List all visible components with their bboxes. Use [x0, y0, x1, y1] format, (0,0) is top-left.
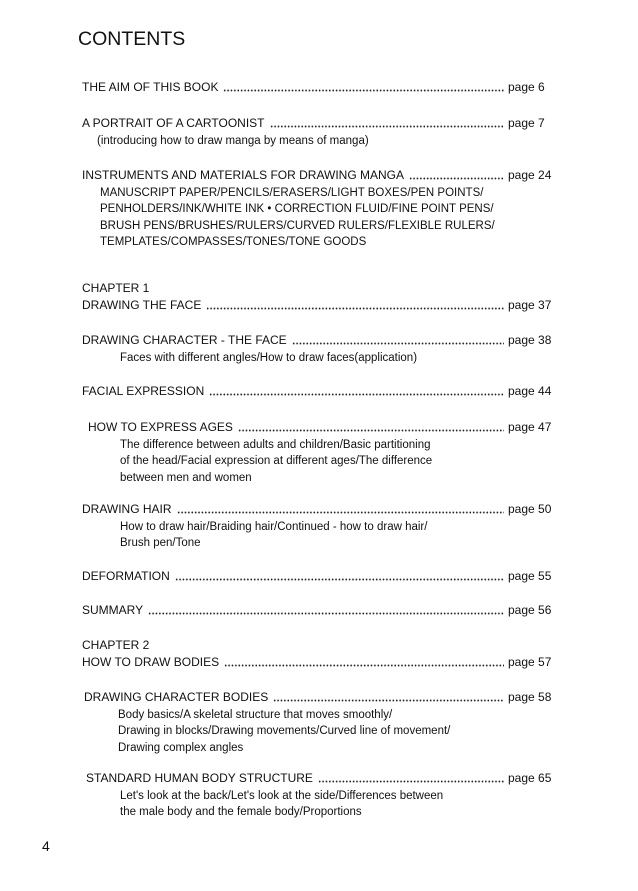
toc-entry-details — [86, 788, 560, 821]
toc-entry-details — [82, 133, 560, 149]
toc-entry-page: page 56 — [508, 603, 552, 617]
toc-entry-title: DRAWING HAIR — [82, 502, 172, 516]
toc-entry-detail: Body basics/A skeletal structure that moves smoothly/ — [118, 709, 393, 721]
toc-entry-detail: How to draw hair/Braiding hair/Continued - how to draw hair/ — [120, 521, 428, 533]
toc-entry-detail: PENHOLDERS/INK/WHITE INK • CORRECTION FLUID/FINE POINT PENS/ — [100, 203, 494, 216]
toc-entry — [82, 167, 560, 250]
toc-entry-page: page 6 — [508, 80, 545, 94]
toc-entry-detail: (introducing how to draw manga by means of manga) — [97, 135, 369, 147]
dot-leader — [175, 578, 504, 581]
toc-entry-page: page 44 — [508, 384, 552, 398]
page-number: 4 — [42, 838, 50, 854]
toc-entry-line — [82, 332, 560, 349]
toc-entry-line — [88, 419, 560, 436]
toc-entry-page: page 38 — [508, 333, 552, 347]
toc-entry-line — [82, 568, 560, 585]
toc-entry-detail: Drawing complex angles — [118, 741, 244, 754]
toc-entry-title: THE AIM OF THIS BOOK — [82, 80, 219, 94]
toc-entry-detail: the male body and the female body/Proportions — [120, 806, 362, 819]
toc-entry-detail: MANUSCRIPT PAPER/PENCILS/ERASERS/LIGHT BOXES/PEN POINTS/ — [100, 187, 484, 199]
toc-entry-line — [82, 167, 560, 184]
toc-entry — [82, 501, 560, 552]
toc-entry-title: A PORTRAIT OF A CARTOONIST — [82, 116, 265, 130]
dot-leader — [148, 612, 504, 615]
dot-leader — [273, 699, 504, 702]
toc-entry-title: SUMMARY — [82, 603, 144, 617]
toc-entry-title: DRAWING THE FACE — [82, 298, 202, 312]
dot-leader — [238, 429, 504, 432]
dot-leader — [409, 177, 504, 180]
toc-entry-title: HOW TO EXPRESS AGES — [88, 420, 233, 434]
toc-entry-page: page 7 — [508, 116, 545, 130]
toc-entry-title: DEFORMATION — [82, 569, 170, 583]
toc-entry — [82, 568, 560, 585]
toc-entry-details — [82, 519, 560, 552]
dot-leader — [209, 393, 504, 396]
toc-entry — [82, 279, 560, 314]
toc-entry-detail: of the head/Facial expression at different ages/The difference — [120, 455, 433, 468]
toc-entry-title: STANDARD HUMAN BODY STRUCTURE — [86, 771, 313, 785]
toc-entry-page: page 55 — [508, 569, 552, 583]
dot-leader — [206, 307, 504, 310]
toc-entry — [82, 332, 560, 366]
toc-entry-page: page 65 — [508, 771, 552, 785]
toc-entry — [82, 602, 560, 619]
chapter-label: CHAPTER 2 — [82, 638, 150, 652]
toc-entry-detail: between men and women — [120, 471, 252, 484]
toc-entry-line — [82, 297, 560, 314]
toc-entry — [86, 770, 560, 821]
dot-leader — [224, 664, 504, 667]
toc-entry-title: DRAWING CHARACTER BODIES — [84, 690, 269, 704]
toc-entry-line — [82, 79, 560, 96]
chapter-label: CHAPTER 1 — [82, 281, 150, 295]
toc-entry-detail: Faces with different angles/How to draw faces(application) — [120, 352, 418, 364]
toc-entry-detail: BRUSH PENS/BRUSHES/RULERS/CURVED RULERS/FLEXIBLE RULERS/ — [100, 219, 495, 232]
toc-entry — [88, 419, 560, 486]
toc-entry — [82, 636, 560, 671]
toc-entry-detail: Drawing in blocks/Drawing movements/Curved line of movement/ — [118, 725, 451, 738]
toc-entry-title: FACIAL EXPRESSION — [82, 384, 205, 398]
toc-entry — [82, 383, 560, 400]
toc-entry-line — [86, 770, 560, 787]
toc-entry-page: page 50 — [508, 502, 552, 516]
dot-leader — [292, 342, 504, 345]
toc-entry-title: INSTRUMENTS AND MATERIALS FOR DRAWING MANGA — [82, 168, 405, 182]
toc-entry-line — [82, 383, 560, 400]
toc-entry-detail: Brush pen/Tone — [120, 537, 201, 550]
toc-entry-page: page 24 — [508, 168, 552, 182]
toc-entry-details — [82, 350, 560, 366]
toc-entry-detail: TEMPLATES/COMPASSES/TONES/TONE GOODS — [100, 235, 367, 248]
dot-leader — [270, 125, 505, 128]
toc-entry-line — [82, 501, 560, 518]
toc-entry-line — [82, 654, 560, 671]
toc-entry-detail: The difference between adults and children/Basic partitioning — [120, 439, 431, 451]
toc-entry-detail: Let's look at the back/Let's look at the side/Differences between — [120, 790, 444, 802]
toc-entry-page: page 47 — [508, 420, 552, 434]
dot-leader — [223, 89, 504, 92]
toc-entry-page: page 57 — [508, 655, 552, 669]
toc-entry-line — [84, 689, 560, 706]
toc-entry — [82, 115, 560, 149]
toc-entry-title: DRAWING CHARACTER - THE FACE — [82, 333, 287, 347]
toc-entry-page: page 37 — [508, 298, 552, 312]
toc-entry-title: HOW TO DRAW BODIES — [82, 655, 220, 669]
toc-entry-details — [82, 185, 560, 250]
toc-entry-page: page 58 — [508, 690, 552, 704]
dot-leader — [318, 780, 504, 783]
dot-leader — [177, 511, 504, 514]
toc-entry-line — [82, 115, 560, 132]
toc-entry-details — [88, 437, 560, 486]
toc-entry — [84, 689, 560, 756]
toc-entry-line — [82, 602, 560, 619]
toc-entry — [82, 79, 560, 96]
contents-heading: CONTENTS — [78, 28, 186, 50]
toc-entry-details — [84, 707, 560, 756]
